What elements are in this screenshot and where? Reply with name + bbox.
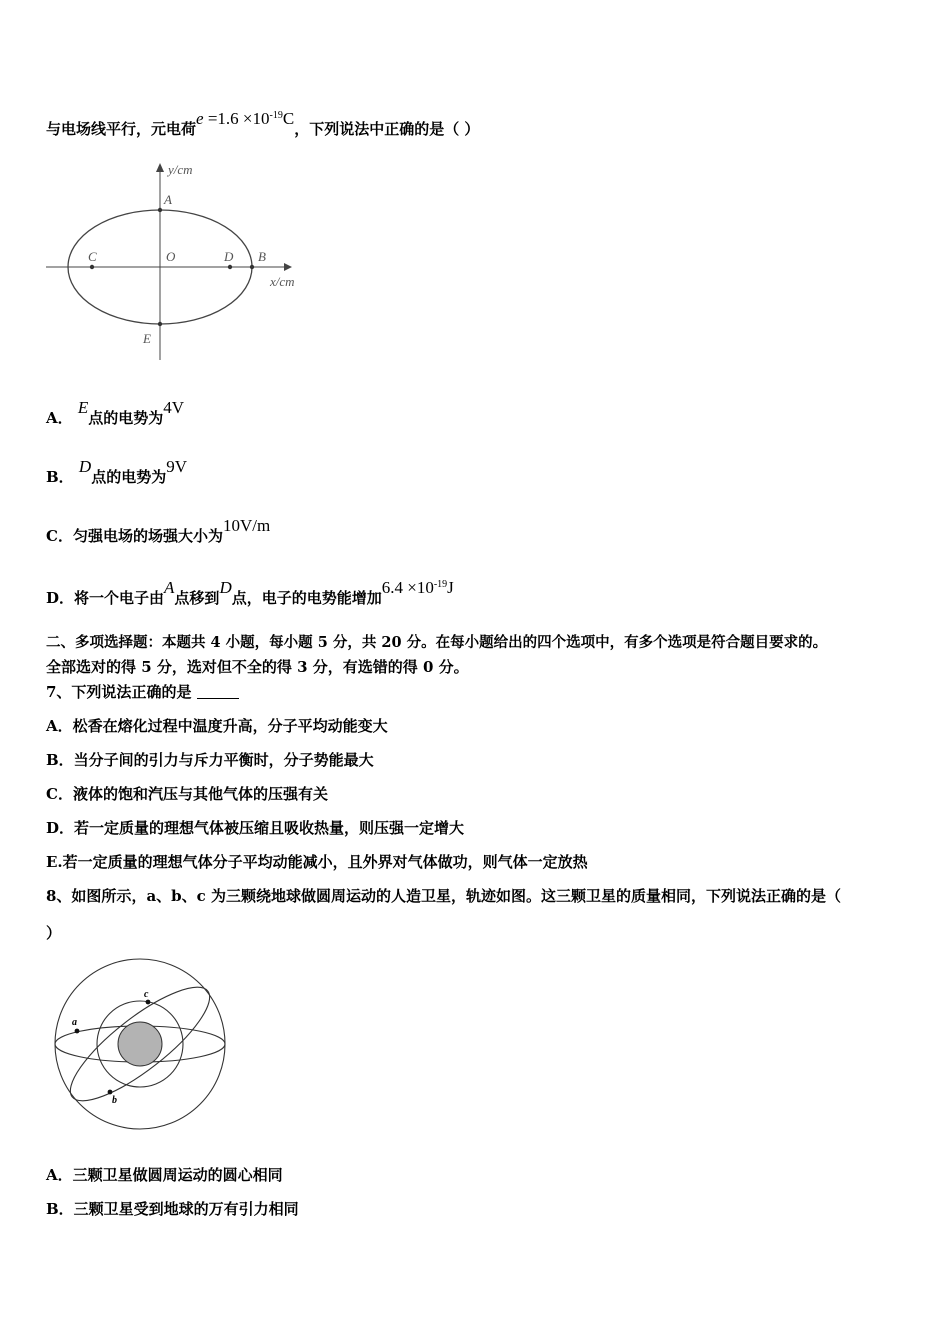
y-axis-arrow-icon (156, 163, 164, 172)
q7-option-B: B．当分子间的引力与斥力平衡时，分子势能最大 (46, 751, 374, 769)
point-E-dot (158, 322, 162, 326)
label-b: b (112, 1095, 117, 1106)
q6-option-C: C．匀强电场的场强大小为10V/m (46, 516, 271, 545)
label-C: C (88, 249, 97, 264)
earth (118, 1022, 162, 1066)
point-D-dot (228, 265, 232, 269)
q8-option-A: A．三颗卫星做圆周运动的圆心相同 (46, 1166, 283, 1184)
point-B-dot (250, 265, 254, 269)
x-axis-arrow-icon (284, 263, 292, 271)
satellite-a-dot (75, 1029, 80, 1034)
satellite-c-dot (146, 1000, 151, 1005)
energy-expression: $6.4 \times 10^{-19}J$ (381, 578, 454, 597)
q7-option-D: D．若一定质量的理想气体被压缩且吸收热量，则压强一定增大 (46, 819, 465, 837)
label-D: D (224, 249, 234, 264)
label-c: c (144, 989, 149, 1000)
section2-line2: 全部选对的得 5 分，选对但不全的得 3 分，有选错的得 0 分。 (46, 658, 469, 676)
q8-stem: 8、如图所示，a、b、c 为三颗绕地球做圆周运动的人造卫星，轨迹如图。这三颗卫星的质量相同，下列说法正确的是（ (46, 887, 842, 905)
satellite-orbits-figure (50, 955, 235, 1140)
answer-blank[interactable] (197, 684, 239, 699)
charge-expression: $e =1.6 \times 10^{-19}C$ (196, 109, 295, 128)
q6-stem: 与电场线平行，元电荷$e =1.6 \times 10^{-19}C$，下列说法中正确的是（ ） (46, 109, 480, 138)
label-O: O (166, 249, 176, 264)
q8-option-B: B．三颗卫星受到地球的万有引力相同 (46, 1200, 299, 1218)
q7-stem: 7、下列说法正确的是 (46, 682, 239, 702)
q8-stem-end: ） (46, 924, 62, 942)
q6-option-B: B． D点的电势为9V (46, 457, 187, 486)
q6-option-A: A． E点的电势为4V (46, 398, 185, 427)
q7-option-A: A．松香在熔化过程中温度升高，分子平均动能变大 (46, 717, 388, 735)
x-axis-label: x/cm (270, 274, 295, 289)
y-axis-label: y/cm (168, 162, 193, 177)
point-C-dot (90, 265, 94, 269)
ellipse-field-figure (44, 160, 314, 365)
point-A-dot (158, 208, 162, 212)
q7-option-C: C．液体的饱和汽压与其他气体的压强有关 (46, 785, 328, 803)
label-a: a (72, 1017, 77, 1028)
label-E: E (143, 331, 151, 346)
section2-line1: 二、多项选择题：本题共 4 小题，每小题 5 分，共 20 分。在每小题给出的四个选项中，有多个选项是符合题目要求的。 (46, 634, 828, 651)
q7-option-E: E.若一定质量的理想气体分子平均动能减小，且外界对气体做功，则气体一定放热 (46, 853, 588, 871)
q6-option-D: D．将一个电子由A点移到D点，电子的电势能增加$6.4 \times 10^{-19}J$ (46, 578, 454, 607)
label-B: B (258, 249, 266, 264)
satellite-b-dot (108, 1090, 113, 1095)
label-A: A (164, 192, 172, 207)
